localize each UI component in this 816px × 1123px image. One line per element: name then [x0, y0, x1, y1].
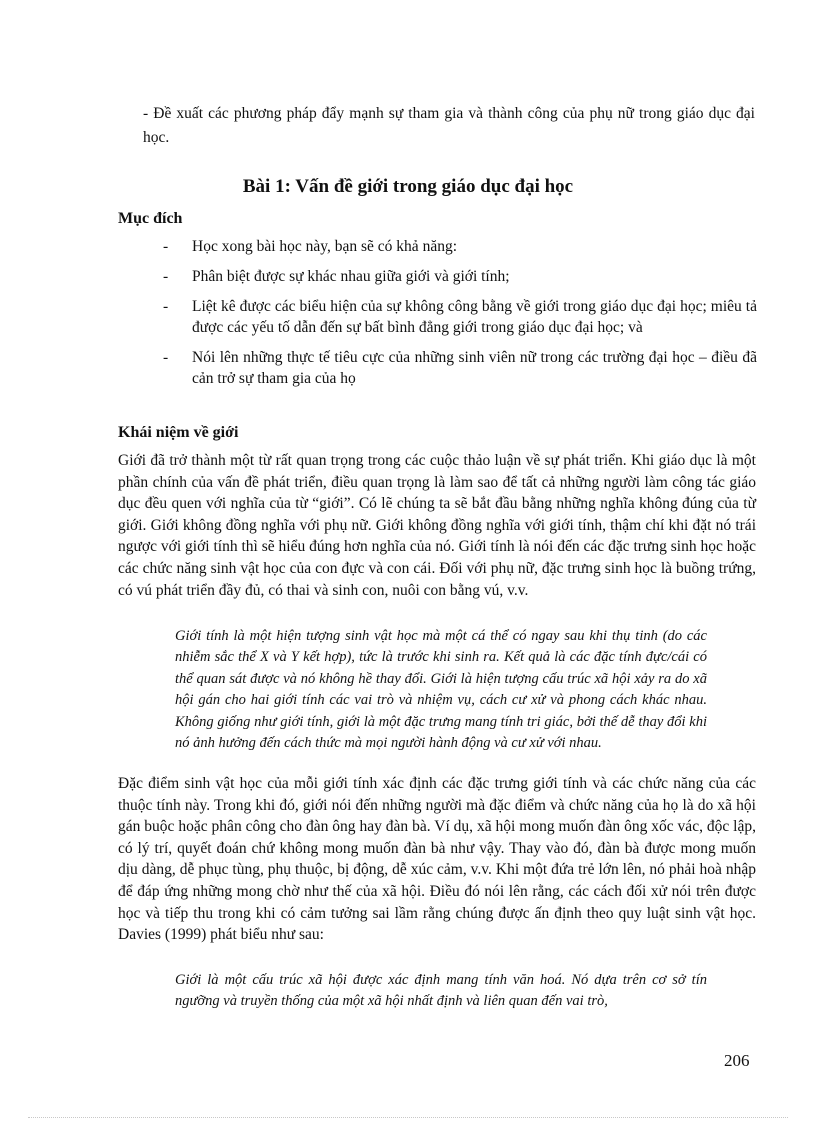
heading-gender-concept: Khái niệm về giới	[118, 424, 239, 441]
dash-marker: -	[163, 268, 169, 285]
list-item-text: Học xong bài học này, bạn sẽ có khả năng:	[192, 238, 457, 255]
list-item	[163, 266, 757, 287]
intro-bullet: - Đề xuất các phương pháp đẩy mạnh sự tham gia và thành công của phụ nữ trong giáo dục đại học.	[143, 105, 755, 146]
heading-purpose: Mục đích	[118, 210, 183, 227]
list-item-text: Liệt kê được các biểu hiện của sự không công bằng về giới trong giáo dục đại học; miêu tả được các yếu tố dẫn đến sự bất bình đẳng giới trong giáo dục đại học; và	[192, 298, 757, 336]
quote-2: Giới là một cấu trúc xã hội được xác định mang tính văn hoá. Nó dựa trên cơ sở tín ngưỡng và truyền thống của một xã hội nhất định và liên quan đến vai trò,	[175, 972, 707, 1010]
paragraph-2: Đặc điểm sinh vật học của mỗi giới tính xác định các đặc trưng giới tính và các chức năng của các thuộc tính này. Trong khi đó, giới nói đến những người mà đặc điểm và chức năng của họ là do xã hội gán buộc hoặc phân công cho đàn ông hay đàn bà. Ví dụ, xã hội mong muốn đàn ông xốc vác, độc lập, có lý trí, quyết đoán chứ không mong muốn đàn bà như vậy. Thay vào đó, đàn bà được mong muốn dịu dàng, dễ phục tùng, phụ thuộc, bị động, dễ xúc cảm, v.v. Khi một đứa trẻ lớn lên, nó phải hoà nhập để đáp ứng những mong chờ như thế của xã hội. Điều đó nói lên rằng, các cách đối xử nói trên được học và tiếp thu trong khi có cảm tưởng sai lầm rằng chúng được ấn định theo quy luật sinh vật học. Davies (1999) phát biểu như sau:	[118, 775, 756, 944]
dash-marker: -	[163, 238, 169, 255]
list-item	[163, 347, 757, 389]
footer-divider	[28, 1117, 788, 1118]
paragraph-1: Giới đã trở thành một từ rất quan trọng trong các cuộc thảo luận về sự phát triển. Khi giáo dục là một phần chính của vấn đề phát triển, điều quan trọng là làm sao để tất cả những người làm công tác giáo dục đều quen với nghĩa của từ “giới”. Có lẽ chúng ta sẽ bắt đầu bằng những nghĩa không đúng của từ giới. Giới không đồng nghĩa với phụ nữ. Giới không đồng nghĩa với giới tính, thậm chí khi đặt nó trái ngược với giới tính thì sẽ hiểu đúng hơn nghĩa của nó. Giới tính là nói đến các đặc trưng sinh học hoặc các chức năng sinh vật học của con đực và con cái. Đối với phụ nữ, đặc trưng sinh học là buồng trứng, có vú phát triển đầy đủ, có thai và sinh con, nuôi con bằng vú, v.v.	[118, 452, 756, 599]
dash-marker: -	[163, 349, 169, 366]
list-item-text: Phân biệt được sự khác nhau giữa giới và giới tính;	[192, 268, 510, 285]
list-item	[163, 236, 757, 257]
list-item-text: Nói lên những thực tế tiêu cực của những sinh viên nữ trong các trường đại học – điều đã cản trở sự tham gia của họ	[192, 349, 757, 387]
lesson-title: Bài 1: Vấn đề giới trong giáo dục đại học	[242, 176, 574, 197]
quote-1: Giới tính là một hiện tượng sinh vật học mà một cá thể có ngay sau khi thụ tinh (do các nhiễm sắc thể X và Y kết hợp), tức là trước khi sinh ra. Kết quả là các đặc tính đực/cái có thể quan sát được và nó không hề thay đổi. Giới là hiện tượng cấu trúc xã hội xảy ra do xã hội gán cho hai giới tính các vai trò và nhiệm vụ, cách cư xử và phong cách khác nhau. Không giống như giới tính, giới là một đặc trưng mang tính tri giác, bởi thế dễ thay đổi khi nó ảnh hưởng đến cách thức mà mọi người hành động và cư xử với nhau.	[175, 628, 707, 752]
purpose-list	[163, 236, 757, 398]
page-number: 206	[724, 1051, 750, 1070]
dash-marker: -	[163, 298, 169, 315]
list-item	[163, 296, 757, 338]
